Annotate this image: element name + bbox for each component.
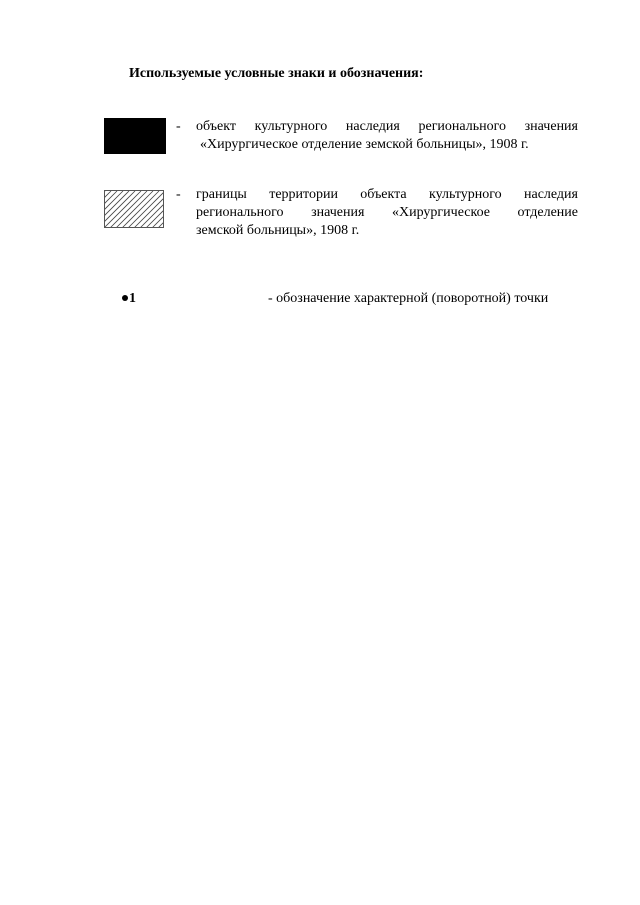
legend-item-1-line-2: «Хирургическое отделение земской больницы», 1908 г. — [200, 137, 529, 152]
legend-item-2-line-2: регионального значения «Хирургическое отделение — [196, 205, 578, 220]
turning-point-symbol — [122, 290, 136, 308]
turning-point-description: - обозначение характерной (поворотной) точки — [268, 291, 549, 306]
legend-item-1-line-1: объект культурного наследия регионального значения — [196, 119, 578, 134]
point-dot-icon — [122, 295, 128, 301]
solid-object-swatch-icon — [104, 118, 166, 154]
hatched-territory-swatch-icon — [104, 190, 164, 228]
legend-item-2-dash: - — [176, 187, 181, 202]
legend-item-1-dash: - — [176, 119, 181, 134]
legend-item-2-description — [196, 186, 578, 240]
legend-item-1-description — [196, 118, 578, 154]
legend-title: Используемые условные знаки и обозначения: — [129, 66, 424, 81]
legend-item-2-line-1: границы территории объекта культурного наследия — [196, 187, 578, 202]
legend-item-2-line-3: земской больницы», 1908 г. — [196, 223, 360, 238]
point-number-label: 1 — [129, 291, 136, 306]
